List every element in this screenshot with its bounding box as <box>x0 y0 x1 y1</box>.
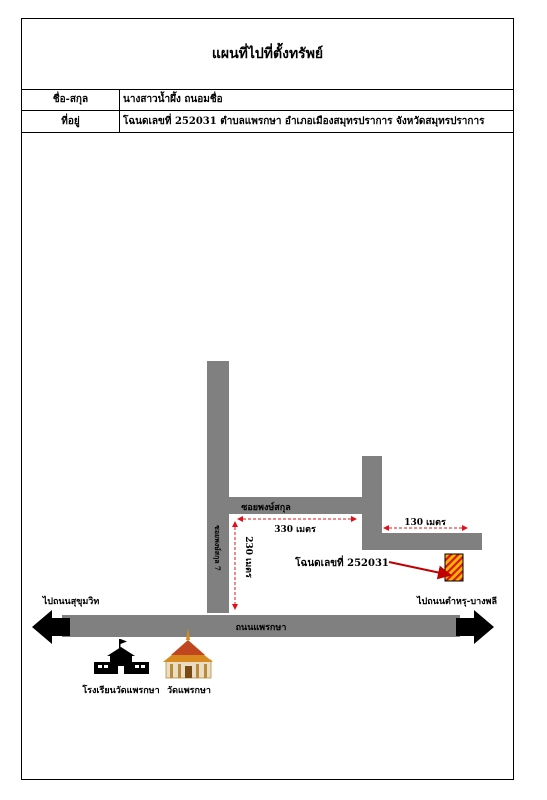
address-label: ที่อยู่ <box>22 111 120 132</box>
page-title: แผนที่ไปที่ตั้งทรัพย์ <box>22 19 513 90</box>
deed-number-label: โฉนดเลขที่ 252031 <box>295 558 389 569</box>
deed-pointer-arrow <box>389 562 450 575</box>
school-icon <box>94 639 149 674</box>
school-label: โรงเรียนวัดแพรกษา <box>82 686 160 696</box>
property-plot <box>445 554 463 581</box>
side-road-vertical <box>207 361 229 613</box>
main-road-label: ถนนแพรกษา <box>235 623 287 633</box>
to-tamru-bangphli-label: ไปถนนตำหรุ-บางพลี <box>416 597 498 607</box>
arrow-right-icon <box>456 610 494 644</box>
name-value: นางสาวน้ำผึ้ง ถนอมชื่อ <box>123 94 223 105</box>
name-label: ชื่อ-สกุล <box>22 89 120 110</box>
soi-road-branch <box>382 533 482 550</box>
address-value: โฉนดเลขที่ 252031 ตำบลแพรกษา อำเภอเมืองสมุทรปราการ จังหวัดสมุทรปราการ <box>123 116 485 127</box>
temple-label: วัดแพรกษา <box>167 686 211 696</box>
distance-130-label: 130 เมตร <box>404 518 446 528</box>
soi-road-upper-stub <box>362 456 382 550</box>
distance-230-label: 230 เมตร <box>243 536 253 578</box>
side-soi-label: ซอยพงษ์สกุล 7 <box>213 525 222 571</box>
soi-name-label: ซอยพงษ์สกุล <box>241 503 291 513</box>
to-sukhumvit-label: ไปถนนสุขุมวิท <box>42 597 100 607</box>
distance-330-label: 330 เมตร <box>274 525 316 535</box>
